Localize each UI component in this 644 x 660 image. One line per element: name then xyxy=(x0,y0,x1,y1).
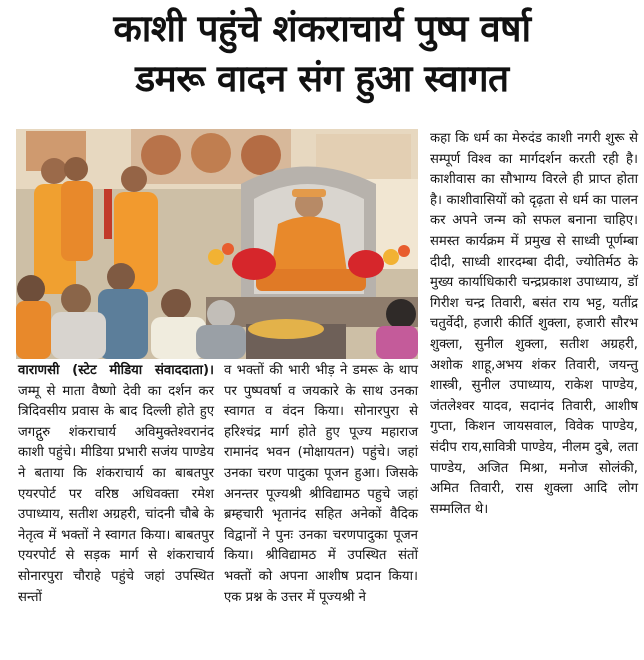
article-column-1 xyxy=(18,361,214,608)
article-dateline: वाराणसी (स्टेट मीडिया संवाददाता)। xyxy=(18,363,214,378)
headline-line-1: काशी पहुंचे शंकराचार्य पुष्प वर्षा xyxy=(113,7,531,50)
article-column-1-text: जम्मू से माता वैष्णो देवी का दर्शन कर त्रिदिवसीय प्रवास के बाद दिल्ली होते हुए जगद्गुरु शंकराचार्य अविमुक्तेश्वरानंद काशी पहुंचे। मीडिया प्रभारी सजंय पाण्डेय ने बताया कि शंकराचार्य का बाबतपुर एयरपोर्ट पर वरिष्ठ अधिवक्ता रमेश उपाध्याय, सतीश अग्रहरी, चांदनी चौबे के नेतृत्व में भक्तों ने स्वागत किया। बाबतपुर एयरपोर्ट से सड़क मार्ग से शंकराचार्य सोनारपुरा चौराहे पहुंचे जहां उपस्थित सन्तों xyxy=(18,383,214,605)
news-photo xyxy=(16,129,418,359)
headline-line-2: डमरू वादन संग हुआ स्वागत xyxy=(135,57,509,100)
headline xyxy=(6,4,638,104)
ceremony-photo-icon xyxy=(16,129,418,359)
article-column-2 xyxy=(224,361,418,608)
article-column-3-text: कहा कि धर्म का मेरुदंड काशी नगरी शुरू से सम्पूर्ण विश्व का मार्गदर्शन करती रही है।काशीवास का सौभाग्य विरले ही प्राप्त होता है। काशीवासियों को दृढ़ता से धर्म का पालन कर अपने जन्म को सफल बनाना चाहिए। समस्त कार्यक्रम में प्रमुख से साध्वी पूर्णम्बा दीदी, साध्वी शारदम्बा दीदी, ज्योतिर्मठ के मुख्य कार्याधिकारी चन्द्रप्रकाश उपाध्याय, डॉ गिरीश चन्द्र तिवारी, बसंत राय भट्ट, यतींद्र चतुर्वेदी, हजारी कीर्ति शुक्ला, हजारी सौरभ शुक्ला, सुनील शुक्ला, सतीश अग्रहरी, अशोक शाहू,अभय शंकर तिवारी, जयन्तु शास्त्री, सुनील उपाध्याय, राकेश पाण्डेय, जंतलेश्वर यादव, सदानंद तिवारी, आशीष गुप्ता, किशन जायसवाल, विवेक पाण्डेय, संदीप राय,सावित्री पाण्डेय, नीलम दुबे, लता पाण्डेय, अजित मिश्रा, मनोज सोलंकी, अमित तिवारी, रास शुक्ला आदि लोग सम्मलित थे। xyxy=(430,131,638,517)
article-column-3 xyxy=(430,129,638,520)
article-column-2-text: व भक्तों की भारी भीड़ ने डमरू के थाप पर पुष्पवर्षा व जयकारे के साथ उनका स्वागत व वंदन किया। सोनारपुरा से हरिश्चंद्र मार्ग होते हुए पूज्य महाराज रामानंद भवन (मोक्षायतन) पहुंचे। जहां उनका चरण पादुका पूजन हुआ। जिसके अनन्तर पूज्यश्री श्रीविद्यामठ पहुचे जहां ब्रम्हचारी भृतानंद सहित अनेकों वैदिक विद्वानों ने पुनः उनका चरणपादुका पूजन किया। श्रीविद्यामठ में उपस्थित संतों भक्तों को अपना आशीष प्रदान किया। एक प्रश्न के उत्तर में पूज्यश्री ने xyxy=(224,363,418,605)
